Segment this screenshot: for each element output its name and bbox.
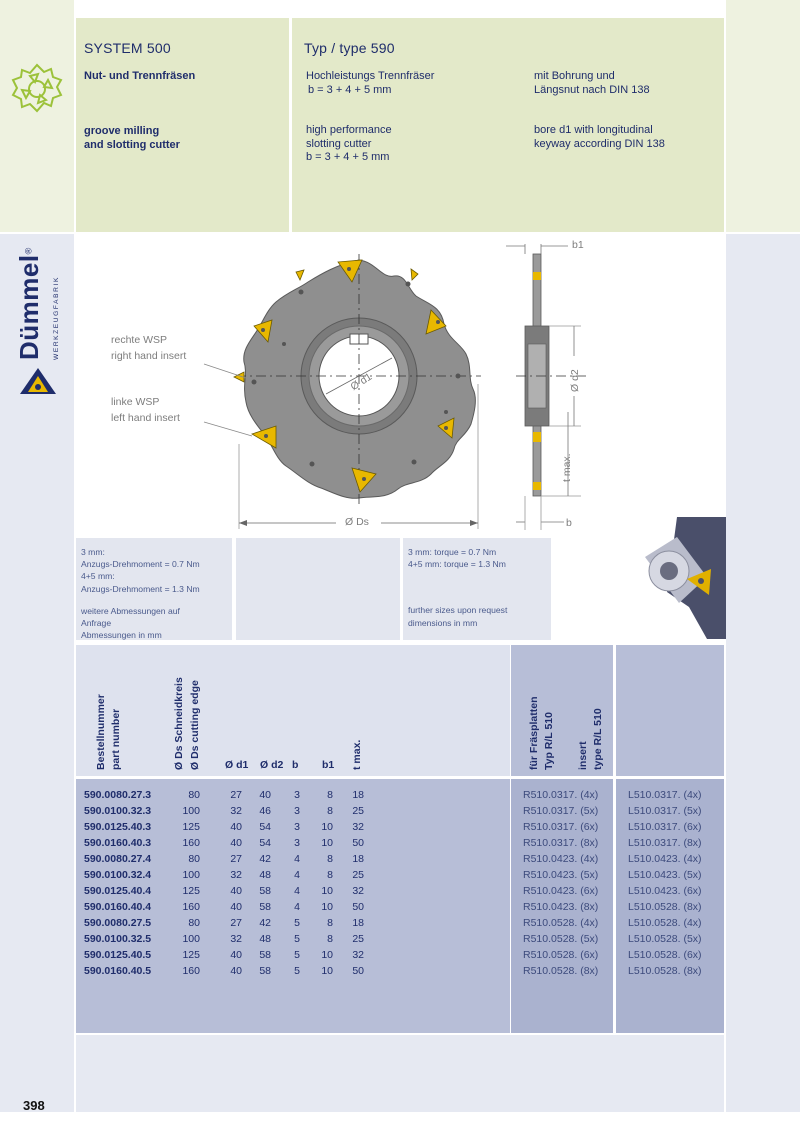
tmax-cell: 32 (352, 949, 364, 961)
right-insert-label-de: rechte WSP (111, 334, 168, 346)
right-insert-cell: R510.0528. (4x) (523, 917, 599, 929)
table-row (0, 821, 800, 837)
b-cell: 5 (294, 933, 300, 945)
tmax-cell: 18 (352, 917, 364, 929)
ds-cell: 100 (182, 933, 200, 945)
left-insert-cell: L510.0528. (6x) (628, 949, 702, 961)
right-insert-cell: R510.0317. (5x) (523, 805, 599, 817)
desc-de-col3-l1: mit Bohrung und (534, 70, 615, 82)
note-en-line: further sizes upon request (408, 605, 508, 616)
left-insert-cell: L510.0423. (6x) (628, 885, 702, 897)
d2-cell: 40 (259, 789, 271, 801)
right-insert-cell: R510.0317. (8x) (523, 837, 599, 849)
right-insert-label-en: right hand insert (111, 350, 187, 362)
tmax-cell: 25 (352, 933, 364, 945)
ds-cell: 125 (182, 949, 200, 961)
left-insert-cell: L510.0528. (8x) (628, 901, 702, 913)
d1-label: Ø d1 (348, 370, 375, 394)
left-insert-cell: L510.0317. (4x) (628, 789, 702, 801)
part-number-cell: 590.0125.40.3 (84, 821, 152, 833)
brand-reg: ® (23, 247, 34, 255)
table-row (0, 933, 800, 949)
bottom-panel (76, 1035, 724, 1112)
d2-cell: 48 (259, 933, 271, 945)
right-insert-cell: R510.0528. (6x) (523, 949, 599, 961)
d1-cell: 40 (230, 965, 242, 977)
b1-cell: 10 (321, 901, 333, 913)
right-insert-cell: R510.0317. (4x) (523, 789, 599, 801)
ds-cell: 100 (182, 869, 200, 881)
note-de-line: weitere Abmessungen auf (81, 605, 180, 616)
right-insert-cell: R510.0423. (8x) (523, 901, 599, 913)
left-insert-cell: L510.0317. (8x) (628, 837, 702, 849)
d2-cell: 46 (259, 805, 271, 817)
tmax-cell: 25 (352, 805, 364, 817)
table-header-insert-l-panel (616, 645, 724, 776)
system-title: SYSTEM 500 (84, 40, 171, 56)
part-number-cell: 590.0160.40.5 (84, 965, 152, 977)
b-cell: 3 (294, 805, 300, 817)
d2-cell: 48 (259, 869, 271, 881)
ds-label: Ø Ds (345, 516, 369, 528)
table-row (0, 853, 800, 869)
d1-cell: 32 (230, 933, 242, 945)
b-cell: 5 (294, 965, 300, 977)
header-d2: Ø d2 (260, 759, 284, 771)
desc-en-col2-l3: b = 3 + 4 + 5 mm (306, 151, 390, 163)
b-cell: 3 (294, 789, 300, 801)
cutter-icon (8, 60, 66, 118)
d2-label: Ø d2 (569, 369, 581, 392)
header-b: b (292, 759, 299, 771)
ds-cell: 80 (188, 917, 200, 929)
ds-cell: 100 (182, 805, 200, 817)
tmax-cell: 18 (352, 789, 364, 801)
part-number-cell: 590.0125.40.4 (84, 885, 152, 897)
notes-en (408, 546, 507, 629)
table-row (0, 805, 800, 821)
table-row (0, 917, 800, 933)
tmax-cell: 50 (352, 837, 364, 849)
desc-de-col3-l2: Längsnut nach DIN 138 (534, 84, 650, 96)
desc-en-col1-l1: groove milling (84, 125, 160, 137)
b1-cell: 8 (327, 869, 333, 881)
right-insert-cell: R510.0317. (6x) (523, 821, 599, 833)
b1-cell: 8 (327, 917, 333, 929)
left-insert-cell: L510.0423. (4x) (628, 853, 702, 865)
b-cell: 4 (294, 853, 300, 865)
header-b1: b1 (322, 759, 335, 771)
brand-logo (4, 242, 70, 402)
d1-cell: 27 (230, 789, 242, 801)
table-header-panel (76, 645, 510, 776)
part-number-cell: 590.0160.40.3 (84, 837, 152, 849)
part-number-cell: 590.0080.27.4 (84, 853, 152, 865)
part-number-cell: 590.0125.40.5 (84, 949, 152, 961)
header-ds-de: Ø Ds Schneidkreis (173, 677, 185, 770)
table-row (0, 885, 800, 901)
part-number-cell: 590.0100.32.5 (84, 933, 152, 945)
note-de-line: Anzugs-Drehmoment = 1.3 Nm (81, 583, 200, 594)
d1-cell: 40 (230, 885, 242, 897)
d2-cell: 42 (259, 917, 271, 929)
table-row (0, 837, 800, 853)
part-number-cell: 590.0100.32.3 (84, 805, 152, 817)
header-insert-en-1: insert (577, 741, 589, 770)
b1-label: b1 (572, 239, 584, 251)
right-insert-cell: R510.0423. (4x) (523, 853, 599, 865)
d1-cell: 40 (230, 837, 242, 849)
left-insert-label-de: linke WSP (111, 396, 160, 408)
part-number-cell: 590.0160.40.4 (84, 901, 152, 913)
desc-en-col2-l2: slotting cutter (306, 138, 372, 150)
desc-en-col1-l2: and slotting cutter (84, 139, 180, 151)
header-insert-de-2: Typ R/L 510 (543, 712, 555, 770)
note-en-line: dimensions in mm (408, 617, 478, 628)
type-title: Typ / type 590 (304, 40, 395, 56)
d1-cell: 27 (230, 853, 242, 865)
ds-cell: 160 (182, 837, 200, 849)
brand-subtitle: WERKZEUGFABRIK (53, 276, 60, 360)
b1-cell: 10 (321, 949, 333, 961)
desc-en-col3-l1: bore d1 with longitudinal (534, 124, 653, 136)
note-de-line: Abmessungen in mm (81, 630, 162, 641)
ds-cell: 125 (182, 821, 200, 833)
tmax-cell: 18 (352, 853, 364, 865)
ds-cell: 80 (188, 789, 200, 801)
header-ds-en: Ø Ds cutting edge (189, 680, 201, 770)
b-cell: 3 (294, 821, 300, 833)
header-tmax: t max. (351, 739, 363, 770)
d1-cell: 32 (230, 869, 242, 881)
ds-cell: 160 (182, 901, 200, 913)
right-insert-cell: R510.0423. (6x) (523, 885, 599, 897)
right-insert-cell: R510.0528. (5x) (523, 933, 599, 945)
brand-emblem-icon (18, 366, 58, 396)
b1-cell: 10 (321, 837, 333, 849)
note-panel-empty (236, 538, 400, 640)
b-cell: 3 (294, 837, 300, 849)
b1-cell: 10 (321, 885, 333, 897)
tmax-cell: 50 (352, 965, 364, 977)
d2-cell: 58 (259, 949, 271, 961)
left-insert-cell: L510.0317. (6x) (628, 821, 702, 833)
b-cell: 4 (294, 869, 300, 881)
note-de-line: 3 mm: (81, 547, 105, 557)
d1-cell: 27 (230, 917, 242, 929)
left-insert-cell: L510.0317. (5x) (628, 805, 702, 817)
left-insert-cell: L510.0528. (5x) (628, 933, 702, 945)
d2-cell: 54 (259, 821, 271, 833)
part-number-cell: 590.0080.27.3 (84, 789, 152, 801)
right-insert-cell: R510.0423. (5x) (523, 869, 599, 881)
note-en-line: 4+5 mm: torque = 1.3 Nm (408, 559, 506, 570)
left-insert-cell: L510.0528. (8x) (628, 965, 702, 977)
cutter-drawing (76, 234, 724, 536)
note-de-line: Anfrage (81, 618, 112, 629)
b1-cell: 10 (321, 965, 333, 977)
brand-name: Dümmel (14, 254, 44, 360)
left-insert-label-en: left hand insert (111, 412, 180, 424)
d2-cell: 58 (259, 901, 271, 913)
header-part-number-en: part number (110, 708, 122, 770)
left-insert-cell: L510.0528. (4x) (628, 917, 702, 929)
b-cell: 4 (294, 885, 300, 897)
b1-cell: 8 (327, 853, 333, 865)
desc-de-col1: Nut- und Trennfräsen (84, 70, 196, 82)
ds-cell: 80 (188, 853, 200, 865)
table-row (0, 965, 800, 981)
b1-cell: 8 (327, 933, 333, 945)
ds-cell: 125 (182, 885, 200, 897)
note-de-line: 4+5 mm: (81, 571, 115, 582)
b-label: b (566, 517, 572, 529)
header-d1: Ø d1 (225, 759, 249, 771)
b1-cell: 8 (327, 805, 333, 817)
d1-cell: 32 (230, 805, 242, 817)
left-insert-cell: L510.0423. (5x) (628, 869, 702, 881)
d2-cell: 58 (259, 885, 271, 897)
table-row (0, 789, 800, 805)
b-cell: 5 (294, 949, 300, 961)
desc-de-col2-l2: b = 3 + 4 + 5 mm (308, 84, 392, 96)
b1-cell: 10 (321, 821, 333, 833)
table-row (0, 869, 800, 885)
tmax-cell: 25 (352, 869, 364, 881)
notes-de (81, 546, 200, 641)
table-row (0, 901, 800, 917)
desc-en-col2-l1: high performance (306, 124, 392, 136)
b-cell: 5 (294, 917, 300, 929)
part-number-cell: 590.0100.32.4 (84, 869, 152, 881)
d2-cell: 42 (259, 853, 271, 865)
b1-cell: 8 (327, 789, 333, 801)
b-cell: 4 (294, 901, 300, 913)
header-insert-en-2: type R/L 510 (592, 708, 604, 770)
page-number: 398 (23, 1098, 45, 1113)
ds-cell: 160 (182, 965, 200, 977)
d1-cell: 40 (230, 821, 242, 833)
note-de-line: Anzugs-Drehmoment = 0.7 Nm (81, 559, 200, 570)
right-insert-cell: R510.0528. (8x) (523, 965, 599, 977)
d2-cell: 54 (259, 837, 271, 849)
tmax-cell: 32 (352, 821, 364, 833)
note-en-line: 3 mm: torque = 0.7 Nm (408, 547, 497, 557)
header-insert-de-1: für Fräsplatten (528, 696, 540, 770)
tmax-cell: 50 (352, 901, 364, 913)
product-photo (637, 517, 726, 639)
part-number-cell: 590.0080.27.5 (84, 917, 152, 929)
d2-cell: 58 (259, 965, 271, 977)
d1-cell: 40 (230, 901, 242, 913)
d1-cell: 40 (230, 949, 242, 961)
desc-de-col2-l1: Hochleistungs Trennfräser (306, 70, 435, 82)
desc-en-col3-l2: keyway according DIN 138 (534, 138, 665, 150)
right-margin-top (726, 0, 800, 232)
header-part-number-de: Bestellnummer (95, 694, 107, 770)
tmax-label: t max. (561, 453, 573, 482)
table-row (0, 949, 800, 965)
tmax-cell: 32 (352, 885, 364, 897)
